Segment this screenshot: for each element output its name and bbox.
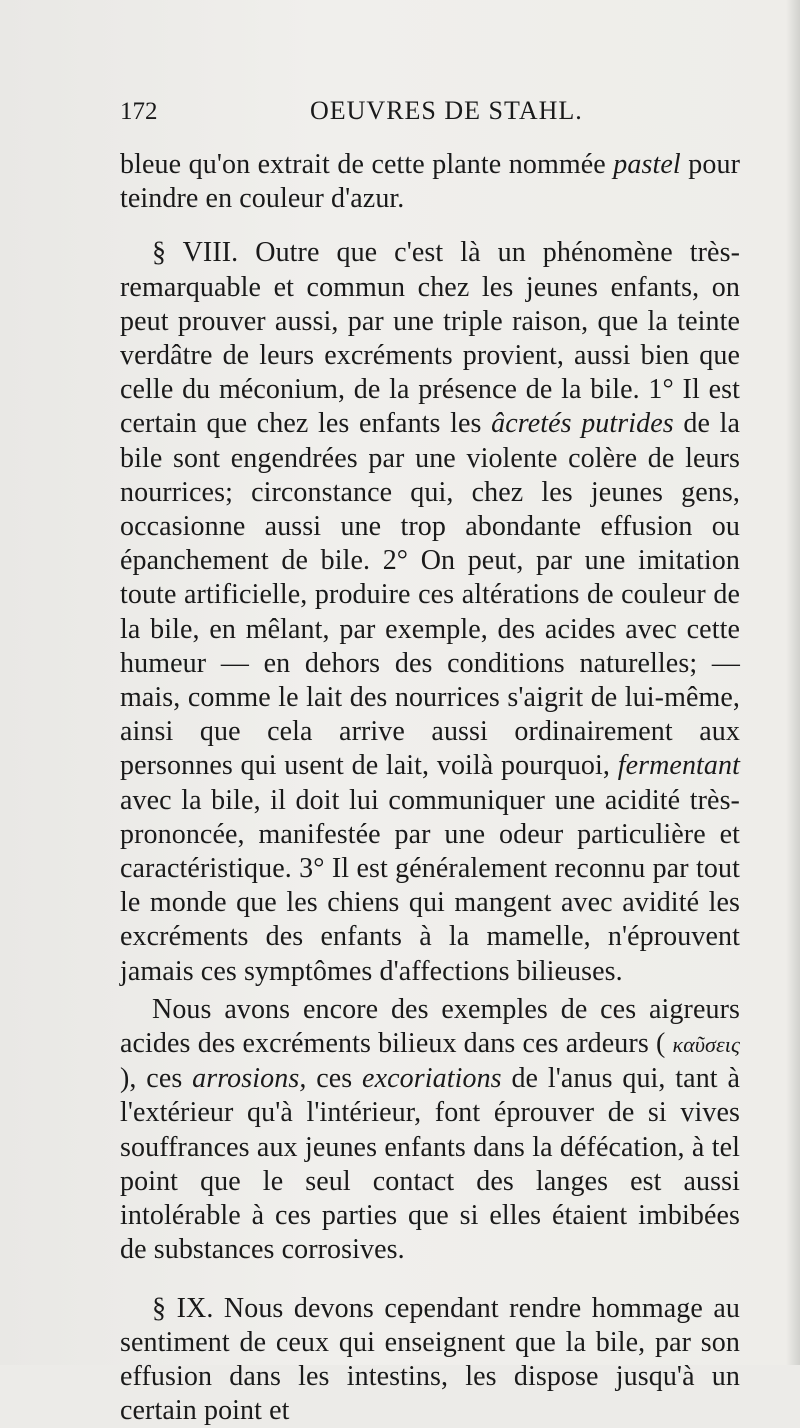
page-header [120,96,740,142]
text-run: § VIII. Outre que c'est là un phénomène très-remarquable et commun chez les jeunes enfants, on peut prouver aussi, par une triple raison, que la teinte verdâtre de leurs excréments provient, aussi bien que celle du méconium, de la présence de la bile. 1° Il est certain que chez les enfants les [120,237,740,439]
page-edge-shadow [786,0,800,1365]
text-run: ), ces [120,1063,192,1094]
text-run: avec la bile, il doit lui communiquer une acidité très-prononcée, manifestée par une odeur particulière et caractéristique. 3° Il est généralement reconnu par tout le monde que les chiens qui mangent avec avidité les excréments des enfants à la mamelle, n'éprouvent jamais ces symptômes d'affections bilieuses. [120,785,740,987]
text-run: de la bile sont engendrées par une violente colère de leurs nourrices; circonstance qui, chez les jeunes gens, occasionne aussi une trop abondante effusion ou épanchement de bile. 2° On peut, par une imitation toute artificielle, produire ces altérations de couleur de la bile, en mêlant, par exemple, des acides avec cette humeur — en dehors des conditions naturelles; — mais, comme le lait des nourrices s'aigrit de lui-même, ainsi que cela arrive aussi ordinairement aux personnes qui usent de lait, voilà pourquoi, [120,408,740,781]
italic-term: âcretés putrides [491,408,674,439]
text-run: bleue qu'on extrait de cette plante nommée [120,149,613,180]
page-number: 172 [120,98,310,126]
greek-term: καῦσεις [673,1032,740,1057]
text-run: pour teindre en couleur d'azur. [120,149,740,214]
section-viii [120,236,740,988]
running-head: OEUVRES DE STAHL. [310,96,583,126]
text-run: ces [306,1063,362,1094]
paragraph-1 [120,148,740,216]
italic-term: fermentant [618,750,740,781]
italic-term: excoriations [362,1063,502,1094]
paragraph-3 [120,993,740,1268]
italic-term: pastel [613,149,680,180]
section-ix [120,1292,740,1428]
body-text [120,148,740,1428]
text-run: § IX. Nous devons cependant rendre hommage au sentiment de ceux qui enseignent que la bile, par son effusion dans les intestins, les dispose jusqu'à un certain point et [120,1293,740,1427]
italic-term: arrosions, [192,1063,306,1094]
text-run: de l'anus qui, tant à l'extérieur qu'à l'intérieur, font éprouver de si vives souffrances aux jeunes enfants dans la défécation, à tel point que le seul contact des langes est aussi intolérable à ces parties que si elles étaient imbibées de substances corrosives. [120,1063,740,1265]
text-run: Nous avons encore des exemples de ces aigreurs acides des excréments bilieux dans ces ardeurs ( [120,994,740,1059]
